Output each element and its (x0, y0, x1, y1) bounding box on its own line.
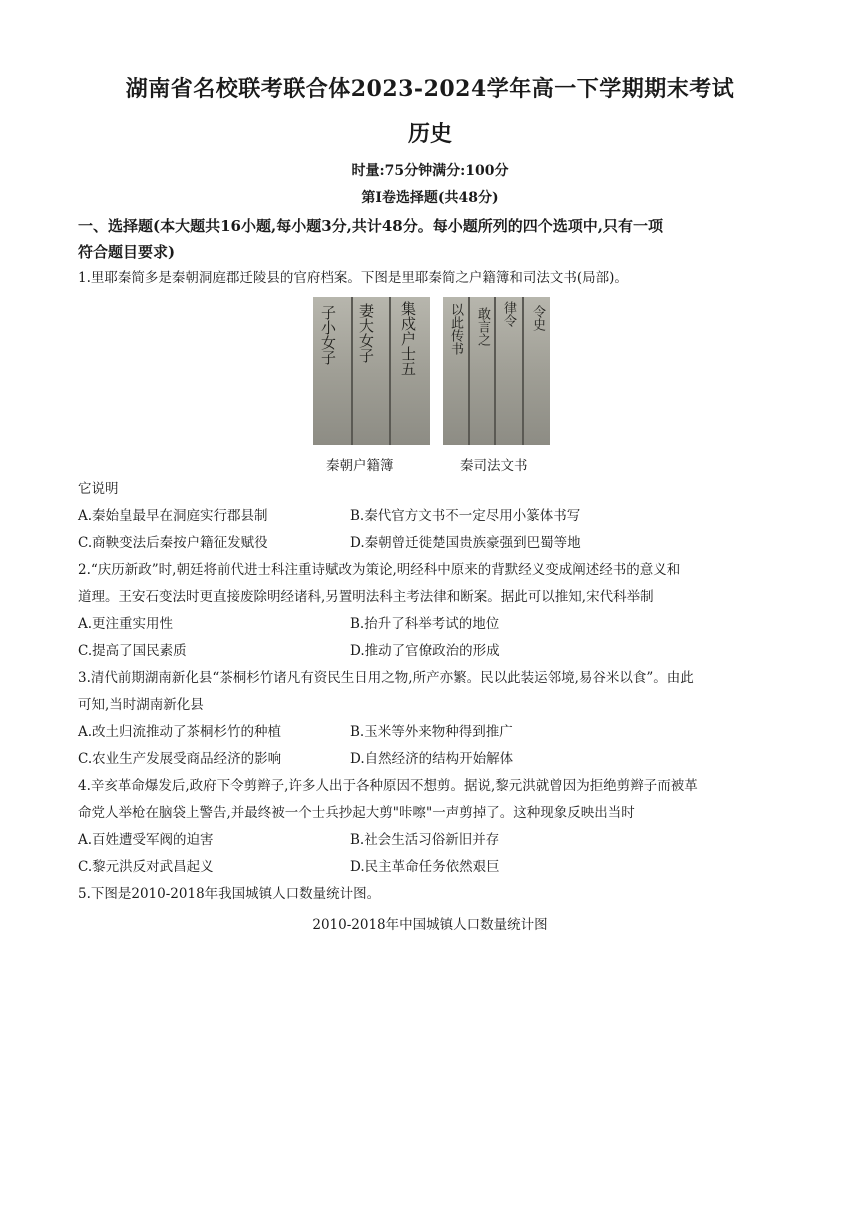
q2-option-b: B.抬升了科举考试的地位 (350, 616, 500, 632)
q3-stem-line2: 可知,当时湖南新化县 (78, 697, 204, 713)
q2-option-c: C.提高了国民素质 (78, 643, 187, 659)
slip-glyphs: 子小女子 (319, 305, 337, 365)
slip-glyphs: 敢言之 (475, 307, 490, 346)
section-heading-line2: 符合题目要求) (78, 243, 176, 261)
bamboo-slip-image-judicial (443, 297, 550, 445)
q2-stem-line2: 道理。王安石变法时更直接废除明经诸科,另置明法科主考法律和断案。据此可以推知,宋代科举制 (78, 589, 654, 605)
q1-stem-tail: 它说明 (78, 481, 119, 497)
slip-glyphs: 令史 (530, 305, 545, 331)
q5-chart-title: 2010-2018年中国城镇人口数量统计图 (312, 917, 548, 933)
bamboo-slip-image-household (313, 297, 430, 445)
figure-caption-judicial: 秦司法文书 (460, 458, 528, 474)
q1-option-b: B.秦代官方文书不一定尽用小篆体书写 (350, 508, 581, 524)
q4-option-b: B.社会生活习俗新旧并存 (350, 832, 500, 848)
page-title: 湖南省名校联考联合体2023-2024学年高一下学期期末考试 (125, 76, 735, 102)
slip-glyphs: 集戍户士五 (399, 301, 417, 376)
q3-option-a: A.改土归流推动了茶桐杉竹的种植 (78, 724, 282, 740)
q3-option-c: C.农业生产发展受商品经济的影响 (78, 751, 282, 767)
q2-stem-line1: 2.“庆历新政”时,朝廷将前代进士科注重诗赋改为策论,明经科中原来的背默经义变成阐述经书的意义和 (78, 562, 681, 578)
exam-time-info: 时量:75分钟满分:100分 (351, 163, 509, 179)
q3-option-b: B.玉米等外来物种得到推广 (350, 724, 513, 740)
q1-option-d: D.秦朝曾迁徙楚国贵族豪强到巴蜀等地 (350, 535, 581, 551)
part-title: 第Ⅰ卷选择题(共48分) (361, 190, 499, 206)
section-heading-line1: 一、选择题(本大题共16小题,每小题3分,共计48分。每小题所列的四个选项中,只有一项 (78, 217, 663, 235)
q4-stem-line2: 命党人举枪在脑袋上警告,并最终被一个士兵抄起大剪"咔嚓"一声剪掉了。这种现象反映出当时 (78, 805, 635, 821)
q4-option-a: A.百姓遭受军阀的迫害 (78, 832, 214, 848)
q3-option-d: D.自然经济的结构开始解体 (350, 751, 514, 767)
q2-option-d: D.推动了官僚政治的形成 (350, 643, 500, 659)
subject-title: 历史 (407, 121, 452, 147)
q4-stem-line1: 4.辛亥革命爆发后,政府下令剪辫子,许多人出于各种原因不想剪。据说,黎元洪就曾因为拒绝剪辫子而被革 (78, 778, 698, 794)
q5-stem: 5.下图是2010-2018年我国城镇人口数量统计图。 (78, 886, 381, 902)
q2-option-a: A.更注重实用性 (78, 616, 174, 632)
section-heading (78, 213, 788, 265)
q1-option-a: A.秦始皇最早在洞庭实行郡县制 (78, 508, 268, 524)
q4-option-d: D.民主革命任务依然艰巨 (350, 859, 500, 875)
q1-stem: 1.里耶秦简多是秦朝洞庭郡迁陵县的官府档案。下图是里耶秦简之户籍簿和司法文书(局部)。 (78, 270, 628, 286)
slip-glyphs: 律令 (501, 301, 516, 327)
q3-stem-line1: 3.清代前期湖南新化县“茶桐杉竹诸凡有资民生日用之物,所产亦繁。民以此装运邻境,易谷米以食”。由此 (78, 670, 694, 686)
slip-glyphs: 以此传书 (448, 303, 463, 355)
q4-option-c: C.黎元洪反对武昌起义 (78, 859, 214, 875)
figure-caption-household: 秦朝户籍簿 (326, 458, 394, 474)
slip-glyphs: 妻大女子 (357, 303, 375, 363)
q1-option-c: C.商鞅变法后秦按户籍征发赋役 (78, 535, 268, 551)
